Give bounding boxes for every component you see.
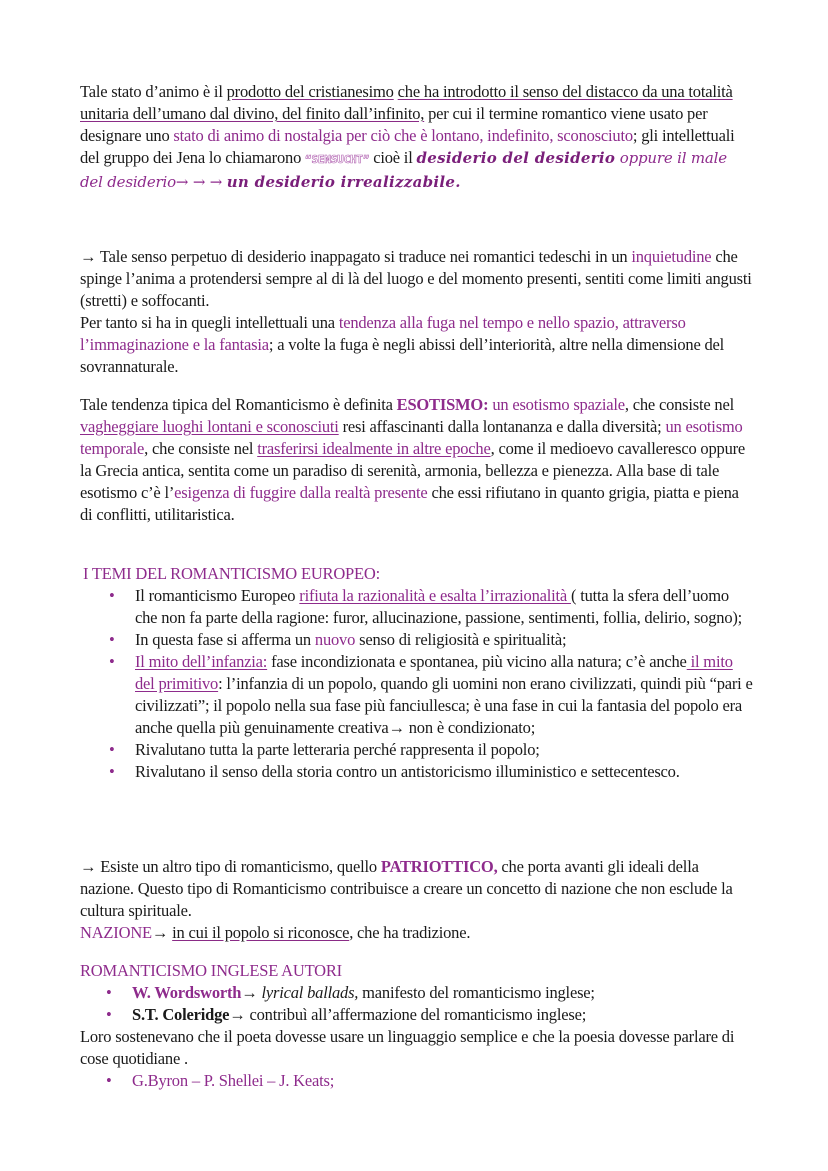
highlighted-text-run: ESOTISMO: xyxy=(396,395,489,414)
text-run: Il romanticismo Europeo xyxy=(135,586,300,605)
highlighted-text-run: nuovo xyxy=(314,630,356,649)
highlighted-text-run: rifiuta la razionalità e esalta l’irrazionalità xyxy=(299,586,571,605)
text-run: che essi rifiutano in quanto grigia, piatta e piena di conflitti, utilitaristica. xyxy=(80,483,739,524)
highlighted-text-run: prodotto del cristianesimo xyxy=(226,82,394,101)
text-run: ; gli intellettuali del gruppo dei Jena lo chiamarono xyxy=(80,126,735,167)
highlighted-text-run: oppure il male del desiderio→ → → xyxy=(80,149,727,191)
text-run: Rivalutano tutta la parte letteraria perché rappresenta il popolo; xyxy=(135,740,540,759)
text-run: Rivalutano il senso della storia contro un antistoricismo illuministico e settecentesco. xyxy=(135,762,680,781)
highlighted-text-run: Il mito dell’infanzia: xyxy=(135,652,268,671)
text-run: → contribuì all’affermazione del romanticismo inglese; xyxy=(229,1005,587,1024)
list-item xyxy=(135,761,755,783)
text-run: : l’infanzia di un popolo, quando gli uomini non erano civilizzati, quindi più “pari e civilizzati”; il popolo nella sua fase più fanciullesca; è una fase in cui la fantasia del popolo era anche quella più genuinamente creativa→ non è condizionato; xyxy=(135,674,753,737)
highlighted-text-run: PATRIOTTICO, xyxy=(380,857,498,876)
paragraph-esotismo xyxy=(80,394,752,526)
highlighted-text-run: desiderio del desiderio xyxy=(416,149,616,167)
authors-list-2 xyxy=(80,1070,752,1092)
text-run: resi affascinanti dalla lontananza e dalla diversità; xyxy=(338,417,666,436)
text-run: Per tanto si ha in quegli intellettuali una xyxy=(80,313,339,332)
highlighted-text-run: trasferirsi idealmente in altre epoche xyxy=(257,439,491,458)
section-temi xyxy=(83,563,755,783)
text-run: , che consiste nel xyxy=(624,395,734,414)
list-item xyxy=(135,651,755,739)
paragraph-patriottico xyxy=(80,856,752,944)
text-run: ( tutta la sfera dell’uomo che non fa parte della ragione: furor, allucinazione, passione, sentimenti, follia, delirio, sogno); xyxy=(135,586,743,627)
highlighted-text-run: S.T. Coleridge xyxy=(132,1005,230,1024)
highlighted-text-run: che ha introdotto il senso del distacco da una totalità unitaria dell’umano dal divino, del finito dall’infinito, xyxy=(80,82,733,123)
paragraph-sensucht xyxy=(80,81,752,193)
text-run: , che ha tradizione. xyxy=(349,923,471,942)
text-run: → xyxy=(151,923,173,942)
text-run: Tale tendenza tipica del Romanticismo è definita xyxy=(80,395,397,414)
text-run: senso di religiosità e spiritualità; xyxy=(355,630,567,649)
authors-list xyxy=(80,982,752,1026)
highlighted-text-run: G.Byron – P. Shellei – J. Keats; xyxy=(132,1071,335,1090)
highlighted-text-run: tendenza alla fuga nel tempo e nello spazio, attraverso l’immaginazione e la fantasia xyxy=(80,313,686,354)
text-run: → xyxy=(241,983,262,1002)
highlighted-text-run: lyrical ballads, xyxy=(261,983,359,1002)
list-item xyxy=(135,739,755,761)
text-run: , che consiste nel xyxy=(144,439,258,458)
text-run: fase incondizionata e spontanea, più vicino alla natura; c’è anche xyxy=(267,652,687,671)
text-run: che spinge l’anima a protendersi sempre al di là del luogo e del momento presenti, sentiti come limiti angusti (stretti) e soffocanti. xyxy=(80,247,752,310)
paragraph-linguaggio: Loro sostenevano che il poeta dovesse usare un linguaggio semplice e che la poesia dovesse parlare di cose quotidiane . xyxy=(80,1027,735,1068)
text-run: → Esiste un altro tipo di romanticismo, quello xyxy=(80,857,381,876)
highlighted-text-run: un desiderio irrealizzabile. xyxy=(226,173,461,191)
highlighted-text-run: NAZIONE xyxy=(80,923,152,942)
highlighted-text-run: inquietudine xyxy=(631,247,712,266)
highlighted-text-run: stato di animo di nostalgia per ciò che è lontano, indefinito, sconosciuto xyxy=(173,126,633,145)
text-run: cioè il xyxy=(369,148,417,167)
temi-list xyxy=(83,585,755,783)
text-run: che porta avanti gli ideali della nazione. Questo tipo di Romanticismo contribuisce a creare un concetto di nazione che non esclude la cultura spirituale. xyxy=(80,857,733,920)
text-run: → Tale senso perpetuo di desiderio inappagato si traduce nei romantici tedeschi in un xyxy=(80,247,632,266)
list-item xyxy=(135,585,755,629)
text-run: , come il medioevo cavalleresco oppure la Grecia antica, sentita come un paradiso di serenità, armonia, bellezza e pienezza. Alla base di tale esotismo c’è l’ xyxy=(80,439,746,502)
section-inglese xyxy=(80,960,752,1092)
text-run: ; a volte la fuga è negli abissi dell’interiorità, altre nella dimensione del sovrannaturale. xyxy=(80,335,725,376)
list-item xyxy=(132,1004,752,1026)
highlighted-text-run: W. Wordsworth xyxy=(132,983,242,1002)
list-item xyxy=(132,1070,752,1092)
text-run: manifesto del romanticismo inglese; xyxy=(358,983,595,1002)
highlighted-text-run: vagheggiare luoghi lontani e sconosciuti xyxy=(80,417,339,436)
section-heading: I TEMI DEL ROMANTICISMO EUROPEO: xyxy=(83,564,381,583)
section-heading: ROMANTICISMO INGLESE AUTORI xyxy=(80,961,342,980)
highlighted-text-run: il mito del primitivo xyxy=(135,652,733,693)
text-run: per cui il termine romantico viene usato per designare uno xyxy=(80,104,708,145)
highlighted-text-run: “SENSUCHT” xyxy=(305,153,370,166)
highlighted-text-run: un esotismo temporale xyxy=(80,417,743,458)
list-item xyxy=(132,982,752,1004)
text-run: In questa fase si afferma un xyxy=(135,630,315,649)
highlighted-text-run: un esotismo spaziale xyxy=(492,395,625,414)
highlighted-text-run: esigenza di fuggire dalla realtà presente xyxy=(174,483,428,502)
list-item xyxy=(135,629,755,651)
text-run: Tale stato d’animo è il xyxy=(80,82,227,101)
paragraph-inquietudine xyxy=(80,246,752,378)
highlighted-text-run: in cui il popolo si riconosce xyxy=(172,923,350,942)
